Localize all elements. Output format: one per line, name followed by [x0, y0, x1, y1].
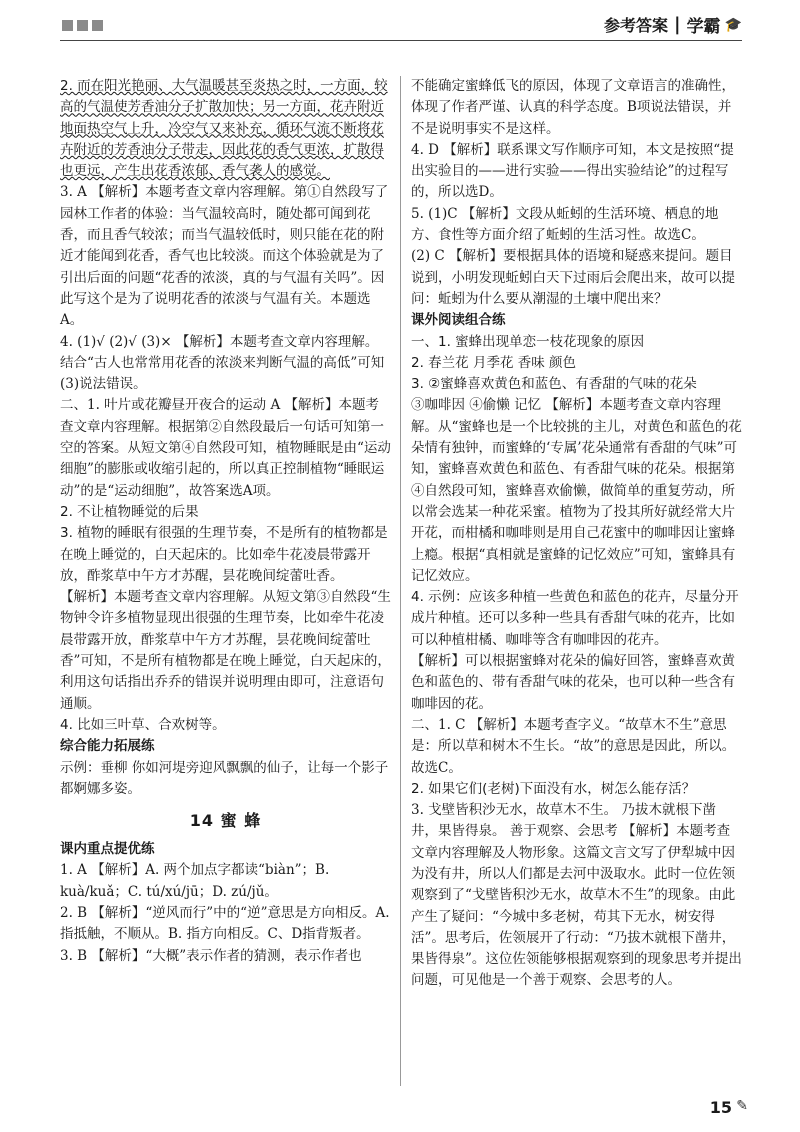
page-number: 15 [709, 1098, 732, 1117]
answer-paragraph: 二、1. 叶片或花瓣昼开夜合的运动 A 【解析】本题考查文章内容理解。根据第②自然段最后一句话可知第一空的答案。从短文第④自然段可知，植物睡眠是由“运动细胞”的膨胀或收缩引起的，所以真正控制植物“睡眠运动”的是“运动细胞”，故答案选A项。 [60, 397, 391, 499]
answer-paragraph: ③咖啡因 ④偷懒 记忆 【解析】本题考查文章内容理解。从“蜜蜂也是一个比较挑的主儿，对黄色和蓝色的花朵情有独钟，而蜜蜂的‘专属’花朵通常有香甜的气味”可知，蜜蜂喜欢黄色和蓝色、有香甜气味的花朵。根据第④自然段可知，蜜蜂喜欢偷懒，做简单的重复劳动，所以常会选某一种花采蜜。植物为了投其所好就经常大片开花，而柑橘和咖啡则是用自己花蜜中的咖啡因让蜜蜂上瘾。根据“真相就是蜜蜂的记忆效应”可知，蜜蜂具有记忆效应。 [411, 397, 742, 584]
answer-paragraph: 3. 戈壁皆积沙无水，故草木不生。 乃拔木就根下凿井，果皆得泉。 善于观察、会思考 【解析】本题考查文章内容理解及人物形象。这篇文言文写了伊犁城中因为没有井，所以人们都是去河中汲取水。此时一位佐领观察到了“戈壁皆积沙无水，故草木不生”的现象。由此产生了疑问：“今城中多老树，苟其下无水，树安得活”。思考后，佐领展开了行动：“乃拔木就根下凿井，果皆得泉”。这位佐领能够根据观察到的现象思考并提出问题，可见他是一个善于观察、会思考的人。 [411, 802, 742, 989]
section-heading: 综合能力拓展练 [60, 738, 155, 755]
answer-paragraph: 一、1. 蜜蜂出现单恋一枝花现象的原因 [411, 333, 645, 350]
header-separator: | [673, 14, 681, 35]
answer-paragraph: 3. 植物的睡眠有很强的生理节奏，不是所有的植物都是在晚上睡觉的，白天起床的。比如牵牛花凌晨带露开放，酢浆草中午方才苏醒，昙花晚间绽蕾吐香。 [60, 525, 388, 584]
section-heading: 课内重点提优练 [60, 841, 155, 858]
answer-paragraph: 2. 如果它们(老树)下面没有水，树怎么能存活？ [411, 780, 696, 797]
answer-paragraph: 2. B 【解析】“逆风而行”中的“逆”意思是方向相反。A. 指抵触，不顺从。B. 指方向相反。C、D指背叛者。 [60, 904, 390, 943]
answer-paragraph: 4. (1)√ (2)√ (3)× 【解析】本题考查文章内容理解。结合“古人也常常用花香的浓淡来判断气温的高低”可知(3)说法错误。 [60, 333, 385, 393]
answer-paragraph: 2. 而在阳光艳丽、大气温暖甚至炎热之时，一方面，较高的气温使芳香油分子扩散加快；另一方面，花卉附近地面热空气上升，冷空气又来补充，循环气流不断将花卉附近的芳香油分子带走，因此花的香气更浓，扩散得也更远，产生出花香浓郁、香气袭人的感觉。 [60, 78, 388, 180]
answer-paragraph: 【解析】本题考查文章内容理解。从短文第③自然段“生物钟令许多植物显现出很强的生理节奏，比如牵牛花凌晨带露开放，酢浆草中午方才苏醒，昙花晚间绽蕾吐香”可知，不是所有植物都是在晚上睡觉，白天起床的，利用这句话指出乔乔的错误并说明理由即可，注意语句通顺。 [60, 589, 391, 712]
right-column [411, 76, 742, 992]
answer-paragraph: 3. ②蜜蜂喜欢黄色和蓝色、有香甜的气味的花朵 [411, 376, 697, 393]
section-heading: 课外阅读组合练 [411, 312, 506, 329]
left-column [60, 76, 391, 967]
pencil-icon: ✎ [736, 1098, 748, 1114]
answer-paragraph: 3. A 【解析】本题考查文章内容理解。第①自然段写了园林工作者的体验：当气温较高时，随处都可闻到花香，而且香气较浓；而当气温较低时，则只能在花的附近才能闻到花香，香气也比较淡。而这个体验就是为了引出后面的问题“花香的浓淡，真的与气温有关吗”。因此写这个是为了说明花香的浓淡与气温有关。本题选A。 [60, 184, 389, 329]
answer-paragraph: 1. A 【解析】A. 两个加点字都读“biàn”；B. kuà/kuǎ；C. tú/xú/jū；D. zú/jǔ。 [60, 862, 330, 900]
answer-paragraph: 示例：垂柳 你如河堤旁迎风飘飘的仙子，让每一个影子都婀娜多姿。 [60, 759, 389, 797]
answer-paragraph: 4. 示例：应该多种植一些黄色和蓝色的花卉，尽量分开成片种植。还可以多种一些具有香甜气味的花卉，比如可以种植柑橘、咖啡等含有咖啡因的花卉。 [411, 589, 739, 648]
answer-paragraph: 不能确定蜜蜂低飞的原因，体现了文章语言的准确性，体现了作者严谨、认真的科学态度。B项说法错误，并不是说明事实不是这样。 [411, 78, 735, 137]
answer-paragraph: (2) C 【解析】要根据具体的语境和疑惑来提问。题目说到，小明发现蚯蚓白天下过雨后会爬出来，故可以提问：蚯蚓为什么要从潮湿的土壤中爬出来？ [411, 248, 735, 307]
section-title: 14 蜜 蜂 [189, 811, 262, 831]
answer-paragraph: 5. (1)C 【解析】文段从蚯蚓的生活环境、栖息的地方、食性等方面介绍了蚯蚓的生活习性。故选C。 [411, 205, 719, 244]
answer-paragraph: 2. 不让植物睡觉的后果 [60, 503, 199, 520]
answer-paragraph: 3. B 【解析】“大概”表示作者的猜测，表示作者也 [60, 947, 362, 964]
answer-paragraph: 二、1. C 【解析】本题考查字义。“故草木不生”意思是：所以草和树木不生长。“故”的意思是因此，所以。故选C。 [411, 716, 736, 776]
answer-paragraph: 4. 比如三叶草、合欢树等。 [60, 716, 226, 733]
answer-paragraph: 2. 春兰花 月季花 香味 颜色 [411, 354, 577, 371]
answer-key-label: 参考答案 [603, 16, 668, 35]
answer-paragraph: 4. D 【解析】联系课文写作顺序可知，本文是按照“提出实验目的——进行实验——得出实验结论”的过程写的，所以选D。 [411, 141, 734, 201]
graduation-hat-icon: 🎓 [724, 16, 742, 33]
header-brand [604, 12, 742, 37]
header-decoration [62, 20, 103, 31]
answer-paragraph: 【解析】可以根据蜜蜂对花朵的偏好回答，蜜蜂喜欢黄色和蓝色的、带有香甜气味的花朵，也可以种一些含有咖啡因的花。 [411, 653, 735, 712]
brand-logo: 学霸 [686, 17, 721, 37]
page-header [0, 0, 800, 44]
header-rule [60, 40, 742, 41]
column-divider [400, 76, 401, 1086]
